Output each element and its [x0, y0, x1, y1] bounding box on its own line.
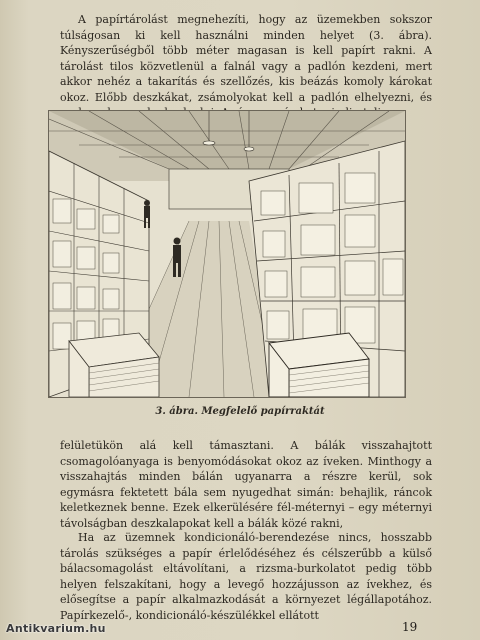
- figure-caption: 3. ábra. Megfelelő papírraktát: [155, 406, 325, 417]
- paragraph-conditioning: Ha az üzemnek kondicionáló-berendezése nincs, hosszabb tárolás szükséges a papír érlelődéséhez és célszerűbb a külső bálacsomagolást eltávolítani, a rizsma-burkolatot pedig több helyen felszakítani, hogy a levegő hozzájusson az ívekhez, és elősegítse a papír alkalmazkodását a környezet légállapotához. Papírkezelő-, kondicionáló-készülékkel ellátott: [60, 531, 432, 622]
- watermark-text: Antikvarium.hu: [6, 622, 106, 635]
- paragraph-intro: A papírtárolást megnehezíti, hogy az üzemekben sokszor túlságosan ki kell használni minden helyet (3. ábra). Kényszerűségből több méter magasan is kell papírt rakni. A tárolást tilos közvetlenül a falnál vagy a padlón kezdeni, mert akkor nehéz a takarítás és szellőzés, kis beázás komoly károkat okoz. Előbb deszkákat, zsámolyokat kell a padlón elhelyezni, és: [60, 13, 432, 104]
- page-number: 19: [402, 620, 418, 634]
- paragraph-continuation: felületükön alá kell támasztani. A bálák visszahajtott csomagolóanyaga is benyomódásokat okoz az íveken. Minthogy a visszahajtás minden bálán ugyanarra a részre kerül, sok egymásra fektetett bála sem nyugedhat simán: behajlik, ráncok keletkeznek benne. Ezek elkerülésére fél-méternyi – egy méternyi távolságban deszkalapokat kell a bálák közé rakni,: [60, 439, 432, 530]
- warehouse-illustration: [48, 110, 406, 398]
